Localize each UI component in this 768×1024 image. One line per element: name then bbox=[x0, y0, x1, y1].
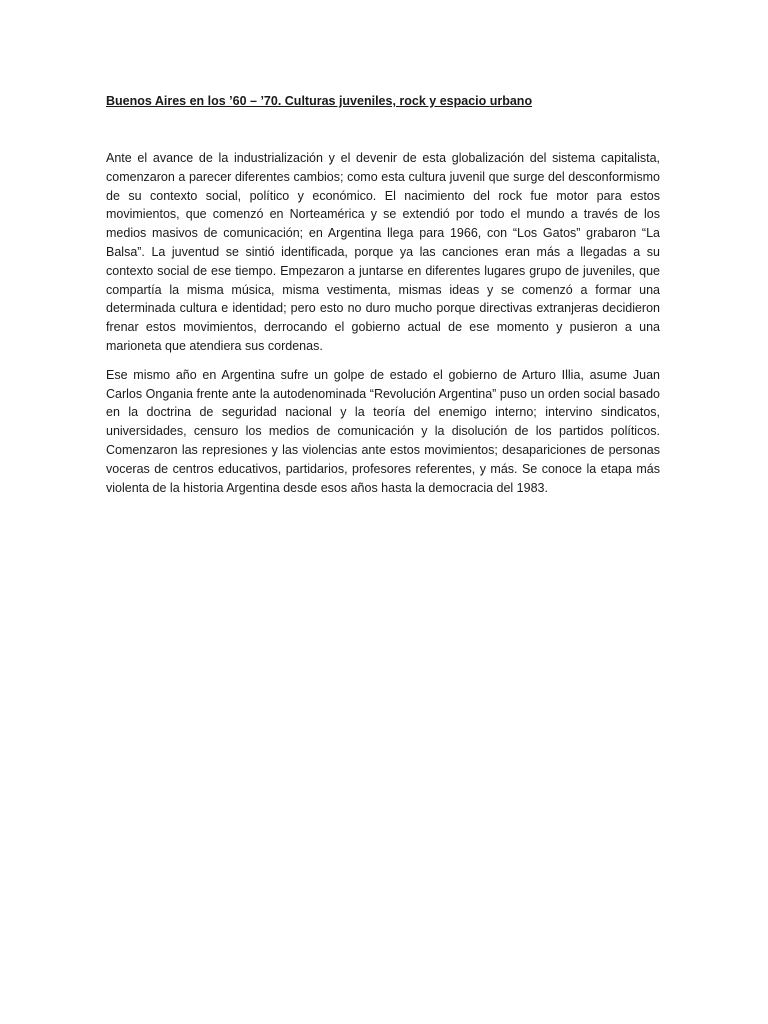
paragraph-1: Ante el avance de la industrialización y el devenir de esta globalización del sistema capitalista, comenzaron a parecer diferentes cambios; como esta cultura juvenil que surge del desconformismo de su contexto social, político y económico. El nacimiento del rock fue motor para estos movimientos, que comenzó en Norteamérica y se extendió por todo el mundo a través de los medios masivos de comunicación; en Argentina llega para 1966, con “Los Gatos” grabaron “La Balsa”. La juventud se sintió identificada, porque ya las canciones eran más a llegadas a su contexto social de ese tiempo. Empezaron a juntarse en diferentes lugares grupo de juveniles, que compartía la misma música, misma vestimenta, mismas ideas y se comenzó a formar una determinada cultura e identidad; pero esto no duro mucho porque directivas extranjeras decidieron frenar estos movimientos, derrocando el gobierno actual de ese momento y pusieron a una marioneta que atendiera sus cordenas. bbox=[106, 151, 660, 353]
paragraph-2: Ese mismo año en Argentina sufre un golpe de estado el gobierno de Arturo Illia, asume Juan Carlos Ongania frente ante la autodenominada “Revolución Argentina” puso un orden social basado en la doctrina de seguridad nacional y la teoría del enemigo interno; intervino sindicatos, universidades, censuro los medios de comunicación y la disolución de los partidos políticos. Comenzaron las represiones y las violencias ante estos movimientos; desapariciones de personas voceras de centros educativos, partidarios, profesores referentes, y más. Se conoce la etapa más violenta de la historia Argentina desde esos años hasta la democracia del 1983. bbox=[106, 367, 660, 495]
document-title: Buenos Aires en los ’60 – ’70. Culturas juveniles, rock y espacio urbano bbox=[106, 94, 533, 108]
document-body bbox=[106, 92, 660, 497]
